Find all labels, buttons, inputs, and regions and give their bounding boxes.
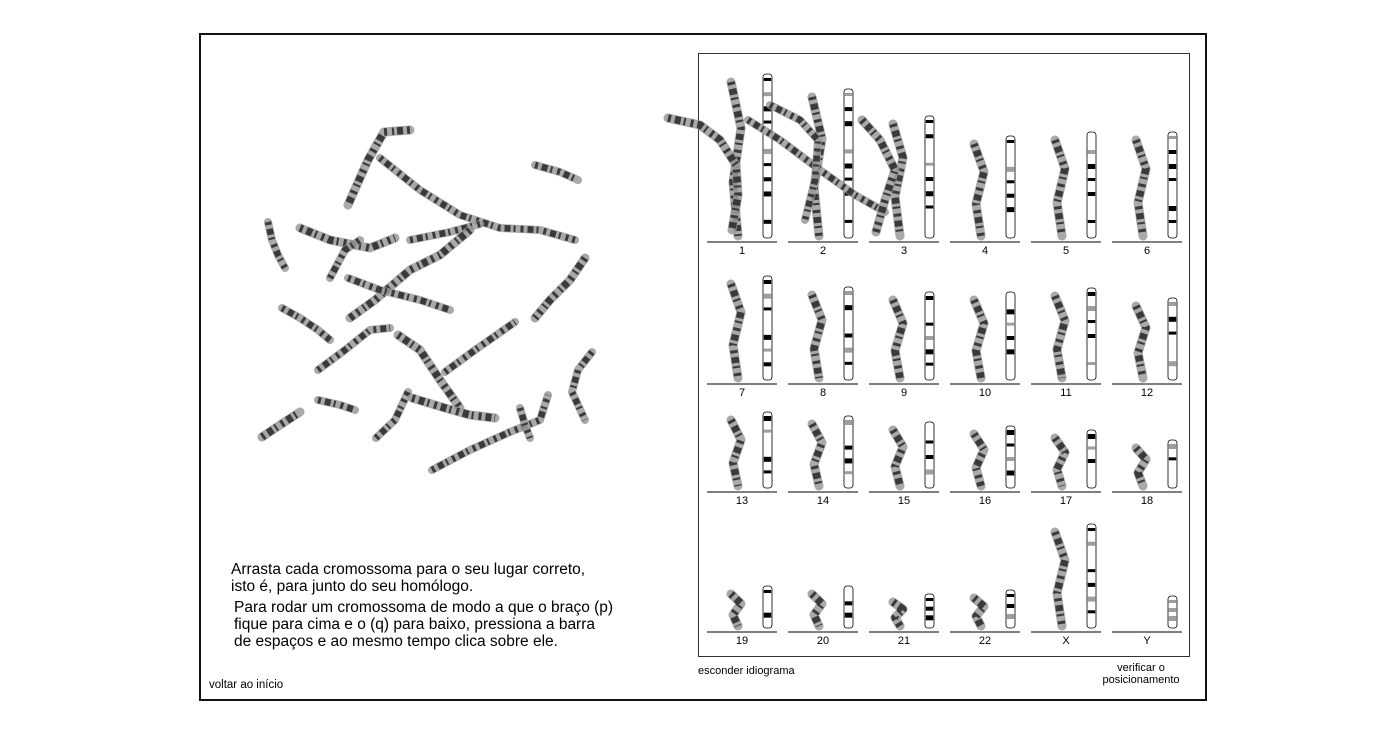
idiogram bbox=[1087, 288, 1096, 380]
idiogram-band bbox=[764, 457, 771, 462]
placed-chromosome[interactable] bbox=[974, 434, 984, 486]
idiogram-band bbox=[764, 163, 771, 166]
slot-number-label: 5 bbox=[1062, 245, 1070, 257]
idiogram-band bbox=[764, 349, 771, 352]
slot-number-label: 10 bbox=[978, 387, 992, 399]
slot-number-label: X bbox=[1062, 635, 1070, 647]
placed-chromosome[interactable] bbox=[812, 295, 822, 378]
idiogram-band bbox=[1169, 178, 1176, 181]
slot-number-label: 3 bbox=[900, 245, 908, 257]
idiogram bbox=[844, 287, 853, 380]
idiogram-band bbox=[1007, 614, 1014, 619]
idiogram-band bbox=[1007, 604, 1014, 608]
idiogram-band bbox=[926, 363, 933, 366]
placed-chromosome[interactable] bbox=[974, 598, 984, 626]
idiogram-band bbox=[764, 294, 771, 299]
karyotype-slot[interactable] bbox=[707, 586, 777, 647]
placed-chromosome[interactable] bbox=[1055, 140, 1065, 236]
idiogram-band bbox=[845, 348, 852, 353]
idiogram-band bbox=[1007, 336, 1014, 340]
idiogram-band bbox=[1088, 306, 1095, 311]
idiogram-outline bbox=[844, 416, 853, 488]
idiogram-band bbox=[1088, 220, 1095, 223]
idiogram-band bbox=[764, 430, 771, 433]
karyotype-slot[interactable] bbox=[1112, 596, 1182, 647]
karyotype-slot[interactable] bbox=[950, 292, 1020, 399]
verify-placement-button[interactable] bbox=[1081, 662, 1201, 686]
slot-number-label: 19 bbox=[735, 635, 749, 647]
idiogram-band bbox=[1088, 178, 1095, 181]
placed-chromosome[interactable] bbox=[1055, 438, 1065, 486]
slot-number-label: 18 bbox=[1140, 495, 1154, 507]
idiogram-band bbox=[1169, 457, 1176, 460]
idiogram-band bbox=[764, 613, 771, 618]
idiogram-band bbox=[1007, 594, 1014, 597]
idiogram-band bbox=[926, 598, 933, 601]
karyotype-slot[interactable] bbox=[788, 287, 858, 399]
idiogram-band bbox=[764, 78, 771, 81]
idiogram bbox=[1006, 292, 1015, 380]
idiogram-band bbox=[1169, 616, 1176, 621]
idiogram-band bbox=[845, 178, 852, 181]
idiogram-band bbox=[764, 280, 771, 284]
idiogram bbox=[844, 586, 853, 628]
idiogram bbox=[763, 276, 772, 380]
slot-number-label: 20 bbox=[816, 635, 830, 647]
idiogram-band bbox=[1088, 610, 1095, 613]
idiogram-band bbox=[1007, 140, 1014, 143]
idiogram-band bbox=[1169, 206, 1176, 211]
idiogram-band bbox=[764, 362, 771, 366]
idiogram bbox=[925, 594, 934, 628]
karyotype-slot[interactable] bbox=[788, 586, 858, 647]
idiogram-band bbox=[1007, 207, 1014, 212]
slot-number-label: 21 bbox=[897, 635, 911, 647]
karyotype-slot[interactable] bbox=[869, 292, 939, 399]
karyotype-slot[interactable] bbox=[950, 590, 1020, 647]
karyotype-slot[interactable] bbox=[869, 422, 939, 507]
idiogram-band bbox=[1007, 194, 1014, 198]
idiogram-band bbox=[926, 323, 933, 326]
idiogram-band bbox=[845, 220, 852, 223]
placed-chromosome[interactable] bbox=[1136, 306, 1146, 378]
back-to-start-link[interactable]: voltar ao início bbox=[209, 679, 284, 691]
idiogram bbox=[1087, 524, 1096, 628]
verify-label-line-2: posicionamento bbox=[1102, 674, 1180, 686]
idiogram-band bbox=[764, 92, 771, 96]
idiogram-band bbox=[1169, 600, 1176, 603]
instruction-line-4: fique para cima e o (q) para baixo, pressiona a barra bbox=[234, 616, 596, 633]
karyotype-slot[interactable] bbox=[1031, 430, 1101, 507]
placed-chromosome[interactable] bbox=[812, 424, 822, 486]
idiogram bbox=[763, 586, 772, 628]
karyotype-slot[interactable] bbox=[869, 594, 939, 647]
idiogram-band bbox=[845, 471, 852, 474]
idiogram-outline bbox=[1168, 298, 1177, 380]
idiogram-band bbox=[926, 163, 933, 166]
karyotype-board bbox=[698, 53, 1190, 657]
idiogram-band bbox=[764, 470, 771, 473]
slot-number-label: 11 bbox=[1060, 387, 1072, 399]
idiogram-band bbox=[1169, 608, 1176, 612]
slot-number-label: 9 bbox=[900, 387, 908, 399]
idiogram-band bbox=[926, 441, 933, 444]
karyotype-slot[interactable] bbox=[1031, 524, 1101, 647]
idiogram-outline bbox=[763, 74, 772, 238]
idiogram-band bbox=[845, 164, 852, 169]
idiogram-band bbox=[1169, 444, 1176, 449]
idiogram-band bbox=[1169, 302, 1176, 306]
idiogram-band bbox=[764, 177, 771, 181]
slot-number-label: 7 bbox=[738, 387, 746, 399]
idiogram bbox=[1168, 298, 1177, 380]
idiogram bbox=[925, 292, 934, 380]
idiogram-band bbox=[1088, 320, 1095, 323]
slot-number-label: 17 bbox=[1059, 495, 1073, 507]
idiogram-band bbox=[1088, 192, 1095, 196]
idiogram bbox=[1168, 132, 1177, 238]
karyotype-slot[interactable] bbox=[788, 416, 858, 507]
idiogram-band bbox=[926, 455, 933, 459]
idiogram-band bbox=[845, 334, 852, 338]
placed-chromosome[interactable] bbox=[812, 594, 822, 626]
karyotype-slot[interactable] bbox=[1112, 132, 1182, 257]
idiogram-band bbox=[845, 121, 852, 126]
idiogram-band bbox=[1088, 569, 1095, 572]
instruction-line-2: isto é, para junto do seu homólogo. bbox=[231, 578, 474, 595]
idiogram-band bbox=[1088, 334, 1095, 338]
instruction-line-3: Para rodar um cromossoma de modo a que o braço (p) bbox=[234, 599, 614, 616]
slot-number-label: 15 bbox=[897, 495, 911, 507]
idiogram bbox=[1168, 440, 1177, 488]
idiogram-band bbox=[1169, 317, 1176, 322]
idiogram-band bbox=[926, 296, 933, 300]
idiogram-band bbox=[1169, 164, 1176, 169]
activity-frame bbox=[199, 33, 1207, 701]
placed-chromosome[interactable] bbox=[1055, 296, 1065, 378]
karyotype-slot[interactable] bbox=[1031, 132, 1101, 257]
idiogram-band bbox=[764, 307, 771, 310]
idiogram-band bbox=[1088, 434, 1095, 439]
slot-number-label: 13 bbox=[735, 495, 749, 507]
slot-number-label: 12 bbox=[1140, 387, 1154, 399]
slot-number-label: 8 bbox=[819, 387, 827, 399]
idiogram-band bbox=[845, 107, 852, 111]
idiogram bbox=[1087, 430, 1096, 488]
idiogram-outline bbox=[844, 586, 853, 628]
idiogram-band bbox=[1088, 528, 1095, 531]
idiogram bbox=[925, 422, 934, 488]
idiogram-band bbox=[845, 93, 852, 96]
idiogram-band bbox=[1169, 220, 1176, 223]
idiogram-band bbox=[926, 120, 933, 123]
instruction-line-1: Arrasta cada cromossoma para o seu lugar correto, bbox=[231, 561, 586, 578]
idiogram-band bbox=[764, 191, 771, 196]
instruction-drag bbox=[231, 561, 671, 595]
idiogram-band bbox=[764, 220, 771, 224]
placed-chromosome[interactable] bbox=[1136, 448, 1146, 486]
slot-number-label: 22 bbox=[978, 635, 992, 647]
idiogram bbox=[844, 416, 853, 488]
idiogram-band bbox=[764, 416, 771, 421]
instruction-rotate bbox=[231, 599, 671, 650]
karyotype-grid bbox=[699, 54, 1191, 658]
karyotype-slot[interactable] bbox=[707, 412, 777, 507]
idiogram-outline bbox=[763, 412, 772, 488]
idiogram bbox=[1006, 426, 1015, 488]
idiogram-band bbox=[764, 121, 771, 124]
slot-number-label: 4 bbox=[981, 245, 989, 257]
slot-number-label: 6 bbox=[1143, 245, 1151, 257]
idiogram-band bbox=[1007, 471, 1014, 476]
slot-number-label: 1 bbox=[738, 245, 746, 257]
karyotype-slot[interactable] bbox=[1112, 440, 1182, 507]
idiogram-band bbox=[1007, 323, 1014, 326]
idiogram-band bbox=[1007, 349, 1014, 354]
idiogram-band bbox=[1088, 150, 1095, 154]
idiogram-band bbox=[1088, 292, 1095, 296]
slot-number-label: 2 bbox=[819, 245, 827, 257]
idiogram-band bbox=[845, 613, 852, 618]
idiogram bbox=[1006, 136, 1015, 238]
placed-chromosome[interactable] bbox=[1055, 532, 1065, 626]
idiogram-band bbox=[1007, 309, 1014, 314]
idiogram-band bbox=[1088, 447, 1095, 450]
placed-chromosome[interactable] bbox=[974, 300, 984, 378]
placed-chromosome[interactable] bbox=[1136, 140, 1146, 236]
idiogram-band bbox=[1007, 167, 1014, 172]
idiogram bbox=[1168, 596, 1177, 628]
idiogram-band bbox=[926, 615, 933, 620]
placed-chromosome[interactable] bbox=[731, 594, 741, 626]
instruction-line-5: de espaços e ao mesmo tempo clica sobre ele. bbox=[234, 633, 558, 650]
idiogram-band bbox=[1169, 361, 1176, 366]
idiogram-outline bbox=[1006, 136, 1015, 238]
idiogram-band bbox=[926, 607, 933, 611]
idiogram bbox=[763, 412, 772, 488]
idiogram bbox=[844, 89, 853, 238]
idiogram-band bbox=[926, 470, 933, 475]
idiogram-band bbox=[1088, 542, 1095, 546]
karyotype-slot[interactable] bbox=[1112, 298, 1182, 399]
idiogram-band bbox=[845, 458, 852, 463]
slot-number-label: Y bbox=[1143, 635, 1151, 647]
idiogram-band bbox=[1169, 136, 1176, 139]
idiogram-band bbox=[926, 134, 933, 138]
idiogram-band bbox=[845, 446, 852, 450]
hide-idiogram-button[interactable]: esconder idiograma bbox=[698, 665, 795, 677]
idiogram-band bbox=[1088, 583, 1095, 587]
idiogram-band bbox=[1088, 362, 1095, 365]
placed-chromosome[interactable] bbox=[974, 144, 984, 236]
chromosome-bands bbox=[812, 424, 822, 486]
placed-chromosome[interactable] bbox=[893, 430, 903, 486]
idiogram-band bbox=[926, 191, 933, 196]
slot-number-label: 14 bbox=[816, 495, 830, 507]
idiogram bbox=[1006, 590, 1015, 628]
karyotype-slot[interactable] bbox=[707, 276, 777, 399]
verify-label-line-1: verificar o bbox=[1117, 662, 1165, 674]
idiogram-band bbox=[1169, 332, 1176, 335]
idiogram-band bbox=[1007, 444, 1014, 447]
placed-chromosome[interactable] bbox=[731, 284, 741, 378]
idiogram-band bbox=[764, 149, 771, 154]
instructions-text bbox=[231, 561, 671, 654]
idiogram-band bbox=[1007, 180, 1014, 183]
karyotype-slot[interactable] bbox=[1031, 288, 1101, 399]
idiogram-band bbox=[1088, 459, 1095, 463]
placed-chromosome[interactable] bbox=[893, 602, 903, 626]
idiogram-band bbox=[845, 305, 852, 310]
idiogram bbox=[763, 74, 772, 238]
placed-chromosome[interactable] bbox=[731, 420, 741, 486]
idiogram-band bbox=[845, 291, 852, 295]
idiogram-band bbox=[845, 601, 852, 605]
idiogram-band bbox=[845, 149, 852, 153]
placed-chromosome[interactable] bbox=[893, 300, 903, 378]
idiogram-band bbox=[764, 335, 771, 340]
idiogram-band bbox=[1007, 457, 1014, 461]
idiogram-band bbox=[926, 336, 933, 340]
karyotype-slot[interactable] bbox=[950, 136, 1020, 257]
idiogram-band bbox=[926, 177, 933, 181]
karyotype-slot[interactable] bbox=[950, 426, 1020, 507]
idiogram-band bbox=[1088, 164, 1095, 169]
idiogram-band bbox=[1169, 150, 1176, 154]
idiogram-band bbox=[926, 349, 933, 354]
idiogram-band bbox=[926, 206, 933, 209]
idiogram bbox=[1087, 132, 1096, 238]
idiogram-band bbox=[764, 590, 771, 593]
idiogram-band bbox=[845, 420, 852, 425]
idiogram bbox=[925, 116, 934, 238]
idiogram-band bbox=[845, 362, 852, 365]
idiogram-band bbox=[1088, 597, 1095, 602]
slot-number-label: 16 bbox=[978, 495, 992, 507]
karyotype-slot[interactable] bbox=[707, 74, 777, 257]
idiogram-band bbox=[1007, 430, 1014, 435]
